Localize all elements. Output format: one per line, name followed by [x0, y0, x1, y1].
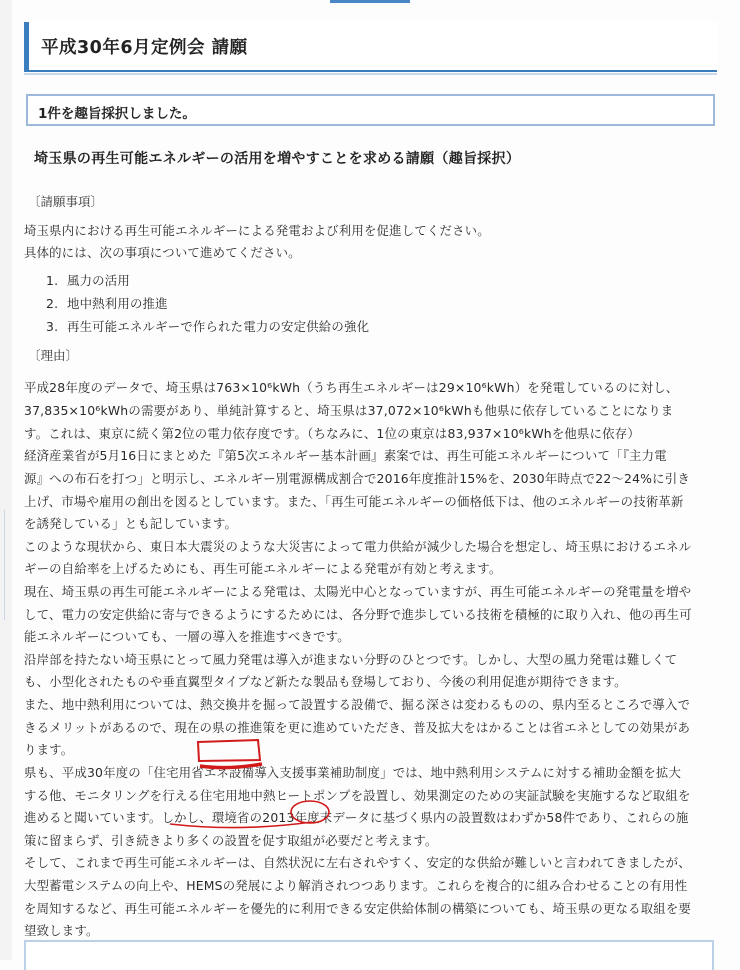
top-tab-indicator	[330, 0, 410, 3]
reason-line: を周知するなど、再生可能エネルギーを優先的に利用できる安定供給体制の構築についても、埼玉県の更なる取組を要	[24, 901, 692, 916]
page-title-box	[24, 22, 717, 72]
reason-line: 37,835×10⁶kWhの需要があり、単純計算すると、埼玉県は37,072×10⁶kWhも他県に依存していることになりま	[24, 403, 674, 418]
list-item-number: 2.	[46, 296, 59, 311]
reason-line: ります。	[24, 742, 74, 757]
reason-line: も、小型化されたものや垂直翼型タイプなど新たな製品も登場しており、今後の利用促進が期待できます。	[24, 674, 627, 689]
reason-line: する他、モニタリングを行える住宅用地中熱ヒートポンプを設置し、効果測定のための実証試験を実施するなど取組を	[24, 788, 691, 803]
list-item-text: 地中熱利用の推進	[67, 296, 168, 311]
reason-line: 現在、埼玉県の再生可能エネルギーによる発電は、太陽光中心となっていますが、再生可能エネルギーの発電量を増や	[24, 584, 692, 599]
list-item-number: 3.	[46, 319, 59, 334]
list-item-text: 再生可能エネルギーで作られた電力の安定供給の強化	[67, 319, 370, 334]
reason-line: して、電力の安定供給に寄与できるようにするためには、各分野で進歩している技術を積極的に取り入れ、他の再生可	[24, 607, 692, 622]
red-box-annotation	[198, 740, 260, 761]
margin-mark	[4, 510, 7, 620]
petition-title: 埼玉県の再生可能エネルギーの活用を増やすことを求める請願（趣旨採択）	[34, 151, 521, 167]
reason-line: 策に留まらず、引き続きより多くの設置を促す取組が必要だと考えます。	[24, 833, 438, 848]
list-item	[46, 271, 130, 289]
reason-heading: 〔理由〕	[28, 348, 79, 363]
reason-line: す。これは、東京に続く第2位の電力依存度です。（ちなみに、1位の東京は83,937×10⁶kWhを他県に依存）	[24, 426, 640, 441]
reason-line: 望致します。	[24, 923, 99, 938]
items-heading: 〔請願事項〕	[28, 194, 104, 209]
reason-line: また、地中熱利用については、熱交換井を掘って設置する設備で、掘る深さは変わるものの、県内至るところで導入で	[24, 697, 691, 712]
reason-line: このような現状から、東日本大震災のような大災害によって電力供給が減少した場合を想定し、埼玉県におけるエネル	[24, 539, 692, 554]
reason-line: 大型蓄電システムの向上や、HEMSの発展により解消されつつあります。これらを複合的に組み合わせることの有用性	[24, 878, 688, 893]
list-item-number: 1.	[46, 273, 59, 288]
intro-line: 埼玉県内における再生可能エネルギーによる発電および利用を促進してください。	[24, 223, 490, 238]
reason-line: 能エネルギーについても、一層の導入を推進すべきです。	[24, 629, 350, 644]
reason-line: 源』への布石を打つ」と明示し、エネルギー別電源構成割合で2016年度推計15%を、2030年時点で22〜24%に引き	[24, 471, 690, 486]
reason-line: 経済産業省が5月16日にまとめた『第5次エネルギー基本計画』素案では、再生可能エネルギーについて「『主力電	[24, 448, 667, 463]
result-notice	[26, 94, 715, 126]
reason-line: 平成28年度のデータで、埼玉県は763×10⁶kWh（うち再生エネルギーは29×10⁶kWh）を発電しているのに対し、	[24, 380, 679, 395]
reason-line: 進めると聞いています。しかし、環境省の2013年度末データに基づく県内の設置数はわずか58件であり、これらの施	[24, 810, 689, 825]
result-notice-text: 1件を趣旨採択しました。	[38, 106, 196, 122]
intro-line: 具体的には、次の事項について進めてください。	[24, 245, 301, 260]
list-item-text: 風力の活用	[67, 273, 130, 288]
reason-line: を誘発している」とも記しています。	[24, 516, 238, 531]
reason-line: 上げ、市場や雇用の創出を図るとしています。また、「再生可能エネルギーの価格低下は、他のエネルギーの技術革新	[24, 494, 684, 509]
page-edge	[0, 0, 12, 960]
list-item	[46, 317, 369, 335]
reason-line: そして、これまで再生可能エネルギーは、自然状況に左右されやすく、安定的な供給が難しいと言われてきましたが、	[24, 855, 691, 870]
reason-line: 県も、平成30年度の「住宅用省エネ設備導入支援事業補助制度」では、地中熱利用システムに対する補助金額を拡大	[24, 765, 682, 780]
page-title: 平成30年6月定例会 請願	[41, 38, 248, 58]
title-underline	[24, 73, 717, 75]
reason-line: きるメリットがあるので、現在の県の推進策を更に進めていただき、普及拡大をはかることは省エネとしての効果があ	[24, 720, 691, 735]
next-section-frame	[24, 940, 714, 970]
list-item	[46, 294, 168, 312]
reason-line: ギーの自給率を上げるためにも、再生可能エネルギーによる発電が有効と考えます。	[24, 561, 502, 576]
reason-line: 沿岸部を持たない埼玉県にとって風力発電は導入が進まない分野のひとつです。しかし、大型の風力発電は難しくて	[24, 652, 678, 667]
